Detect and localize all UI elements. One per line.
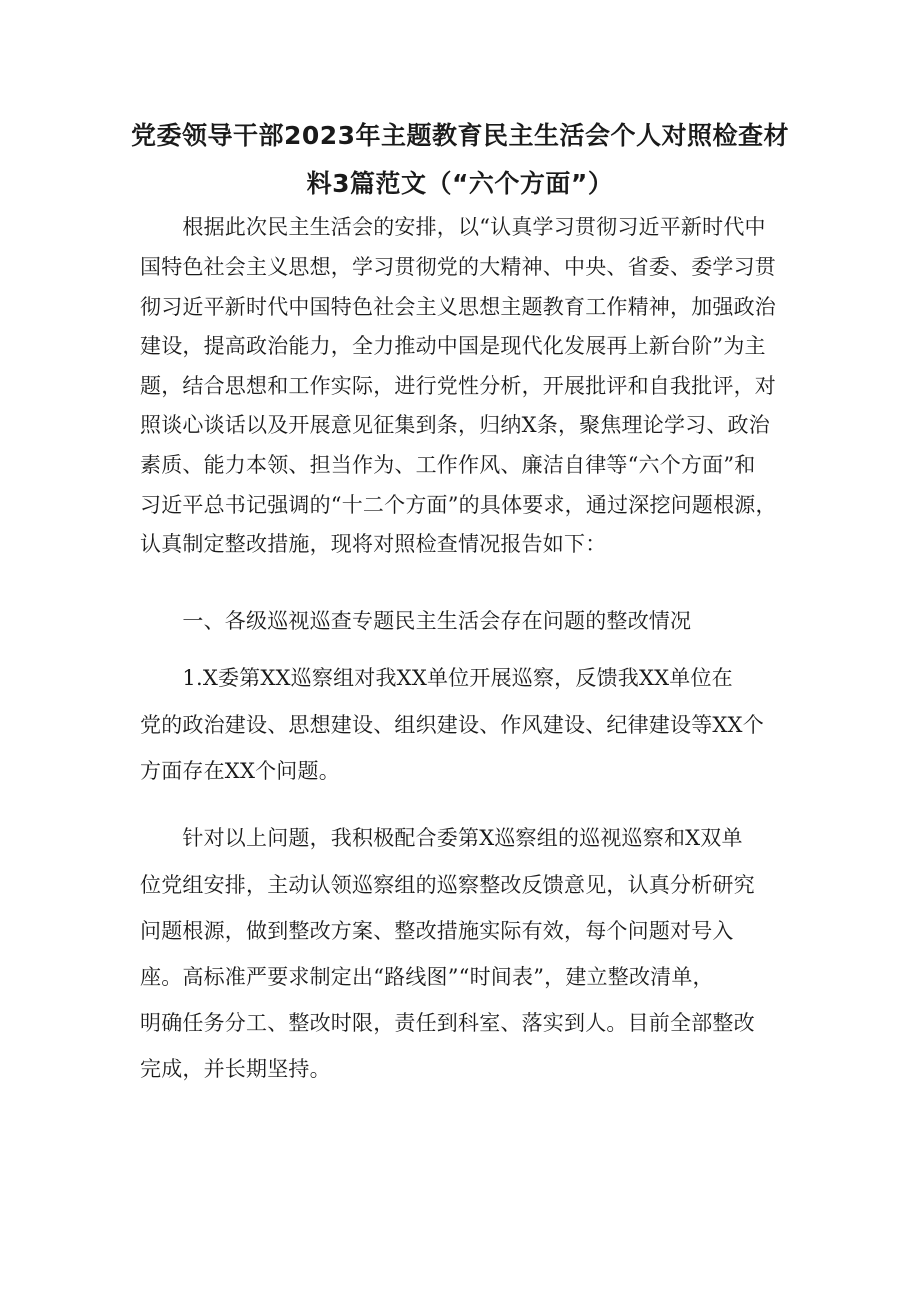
response-paragraph-line: 明确任务分工、整改时限，责任到科室、落实到人。目前全部整改 <box>140 1011 755 1035</box>
response-paragraph-line: 座。高标准严要求制定出“路线图”“时间表”，建立整改清单， <box>140 965 714 989</box>
document-title-line-2: 料3篇范文（“六个方面”） <box>306 169 614 198</box>
intro-paragraph-line: 题，结合思想和工作实际，进行党性分析，开展批评和自我批评，对 <box>140 374 776 398</box>
intro-paragraph-line: 根据此次民主生活会的安排，以“认真学习贯彻习近平新时代中 <box>140 215 766 239</box>
intro-paragraph-line: 素质、能力本领、担当作为、工作作风、廉洁自律等“六个方面”和 <box>140 453 756 477</box>
intro-paragraph-line: 习近平总书记强调的“十二个方面”的具体要求，通过深挖问题根源， <box>140 493 777 517</box>
intro-paragraph-line: 国特色社会主义思想，学习贯彻党的大精神、中央、省委、委学习贯 <box>140 255 776 279</box>
response-paragraph-line: 问题根源，做到整改方案、整改措施实际有效，每个问题对号入 <box>140 919 734 943</box>
response-paragraph-line: 针对以上问题，我积极配合委第X巡察组的巡视巡察和X双单 <box>140 826 743 850</box>
item-paragraph-line: 方面存在XX个问题。 <box>140 759 340 783</box>
intro-paragraph-line: 彻习近平新时代中国特色社会主义思想主题教育工作精神，加强政治 <box>140 295 776 319</box>
document-title-line-1: 党委领导干部2023年主题教育民主生活会个人对照检查材 <box>130 121 790 150</box>
response-paragraph-line: 完成，并长期坚持。 <box>140 1057 331 1081</box>
item-paragraph-line: 党的政治建设、思想建设、组织建设、作风建设、纪律建设等XX个 <box>140 713 764 737</box>
intro-paragraph-line: 认真制定整改措施，现将对照检查情况报告如下： <box>140 532 607 556</box>
section-heading: 一、各级巡视巡查专题民主生活会存在问题的整改情况 <box>140 609 692 633</box>
response-paragraph-line: 位党组安排，主动认领巡察组的巡察整改反馈意见，认真分析研究 <box>140 873 755 897</box>
intro-paragraph-line: 建设，提高政治能力，全力推动中国是现代化发展再上新台阶”为主 <box>140 334 766 358</box>
item-paragraph-line: 1.X委第XX巡察组对我XX单位开展巡察，反馈我XX单位在 <box>140 666 733 690</box>
intro-paragraph-line: 照谈心谈话以及开展意见征集到条，归纳X条，聚焦理论学习、政治 <box>140 413 770 437</box>
